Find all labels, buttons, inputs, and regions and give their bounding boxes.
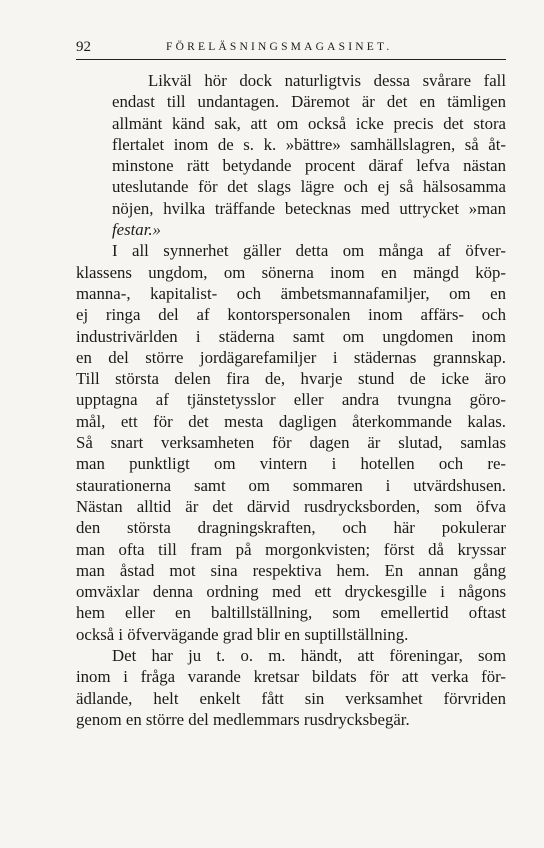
text-line: Nästan alltid är det därvid rusdrycksborden, som öfva [76, 496, 506, 516]
text-line: flertalet inom de s. k. »bättre» samhällslagren, så åt- [112, 134, 506, 154]
text-line: ädlande, helt enkelt fått sin verksamhet förvriden [76, 688, 506, 708]
text-line: industrivärlden i städerna samt om ungdomen inom [76, 326, 506, 346]
text-line: omväxlar denna ordning med ett dryckesgille i någons [76, 582, 506, 602]
paragraph-1 [76, 70, 506, 240]
text-line: allmänt känd sak, att om också icke precis det stora [112, 113, 506, 133]
text-line: Så snart verksamheten för dagen är slutad, samlas [76, 433, 506, 453]
paragraph-2 [76, 240, 506, 645]
text-line: mål, ett för det mesta dagligen återkommande kalas. [76, 411, 506, 431]
text-line: Till största delen fira de, hvarje stund de icke äro [76, 369, 506, 389]
running-title: FÖRELÄSNINGSMAGASINET. [166, 41, 393, 53]
text-line: uteslutande för det slags lägre och ej så hälsosamma [112, 177, 506, 197]
text-line: nöjen, hvilka träffande betecknas med uttrycket »man [112, 198, 506, 218]
text-line: genom en större del medlemmars rusdrycksbegär. [76, 709, 410, 729]
page-header [76, 37, 506, 60]
page-number: 92 [76, 39, 91, 55]
text-line: manna-, kapitalist- och ämbetsmannafamiljer, om en [76, 283, 506, 303]
text-line: man åstad mot sina respektiva hem. En annan gång [76, 560, 506, 580]
text-line: klassens ungdom, om sönerna inom en mängd köp- [76, 262, 506, 282]
text-line: Likväl hör dock naturligtvis dessa svårare fall [148, 71, 506, 90]
text-line: ej ringa del af kontorspersonalen inom affärs- och [76, 305, 506, 325]
text-line [76, 219, 506, 240]
text-line: också i öfvervägande grad blir en suptillställning. [76, 624, 409, 644]
text-line: en del större jordägarefamiljer i städernas grannskap. [76, 347, 506, 367]
text-line: upptagna af tjänstetysslor eller andra tvungna göro- [76, 390, 506, 410]
text-line: inom i fråga varande kretsar bildats för att verka för- [76, 667, 506, 687]
text-line: den största dragningskraften, och här pokulerar [76, 518, 506, 538]
body-text [76, 70, 506, 730]
text-line: Det har ju t. o. m. händt, att föreningar, som [112, 646, 506, 666]
text-line: man punktligt om vintern i hotellen och re- [76, 454, 506, 474]
text-line: staurationerna samt om sommaren i utvärdshusen. [76, 475, 506, 495]
text-line: minstone rätt betydande procent däraf lefva nästan [112, 156, 506, 176]
text-line: I all synnerhet gäller detta om många af öfver- [112, 241, 506, 261]
text-line: endast till undantagen. Däremot är det en tämligen [112, 92, 506, 112]
text-line: hem eller en baltillställning, som emellertid oftast [76, 603, 506, 623]
italic-text: festar.» [112, 220, 161, 240]
text-line: man ofta till fram på morgonkvisten; först då kryssar [76, 539, 506, 559]
paragraph-3 [76, 645, 506, 730]
